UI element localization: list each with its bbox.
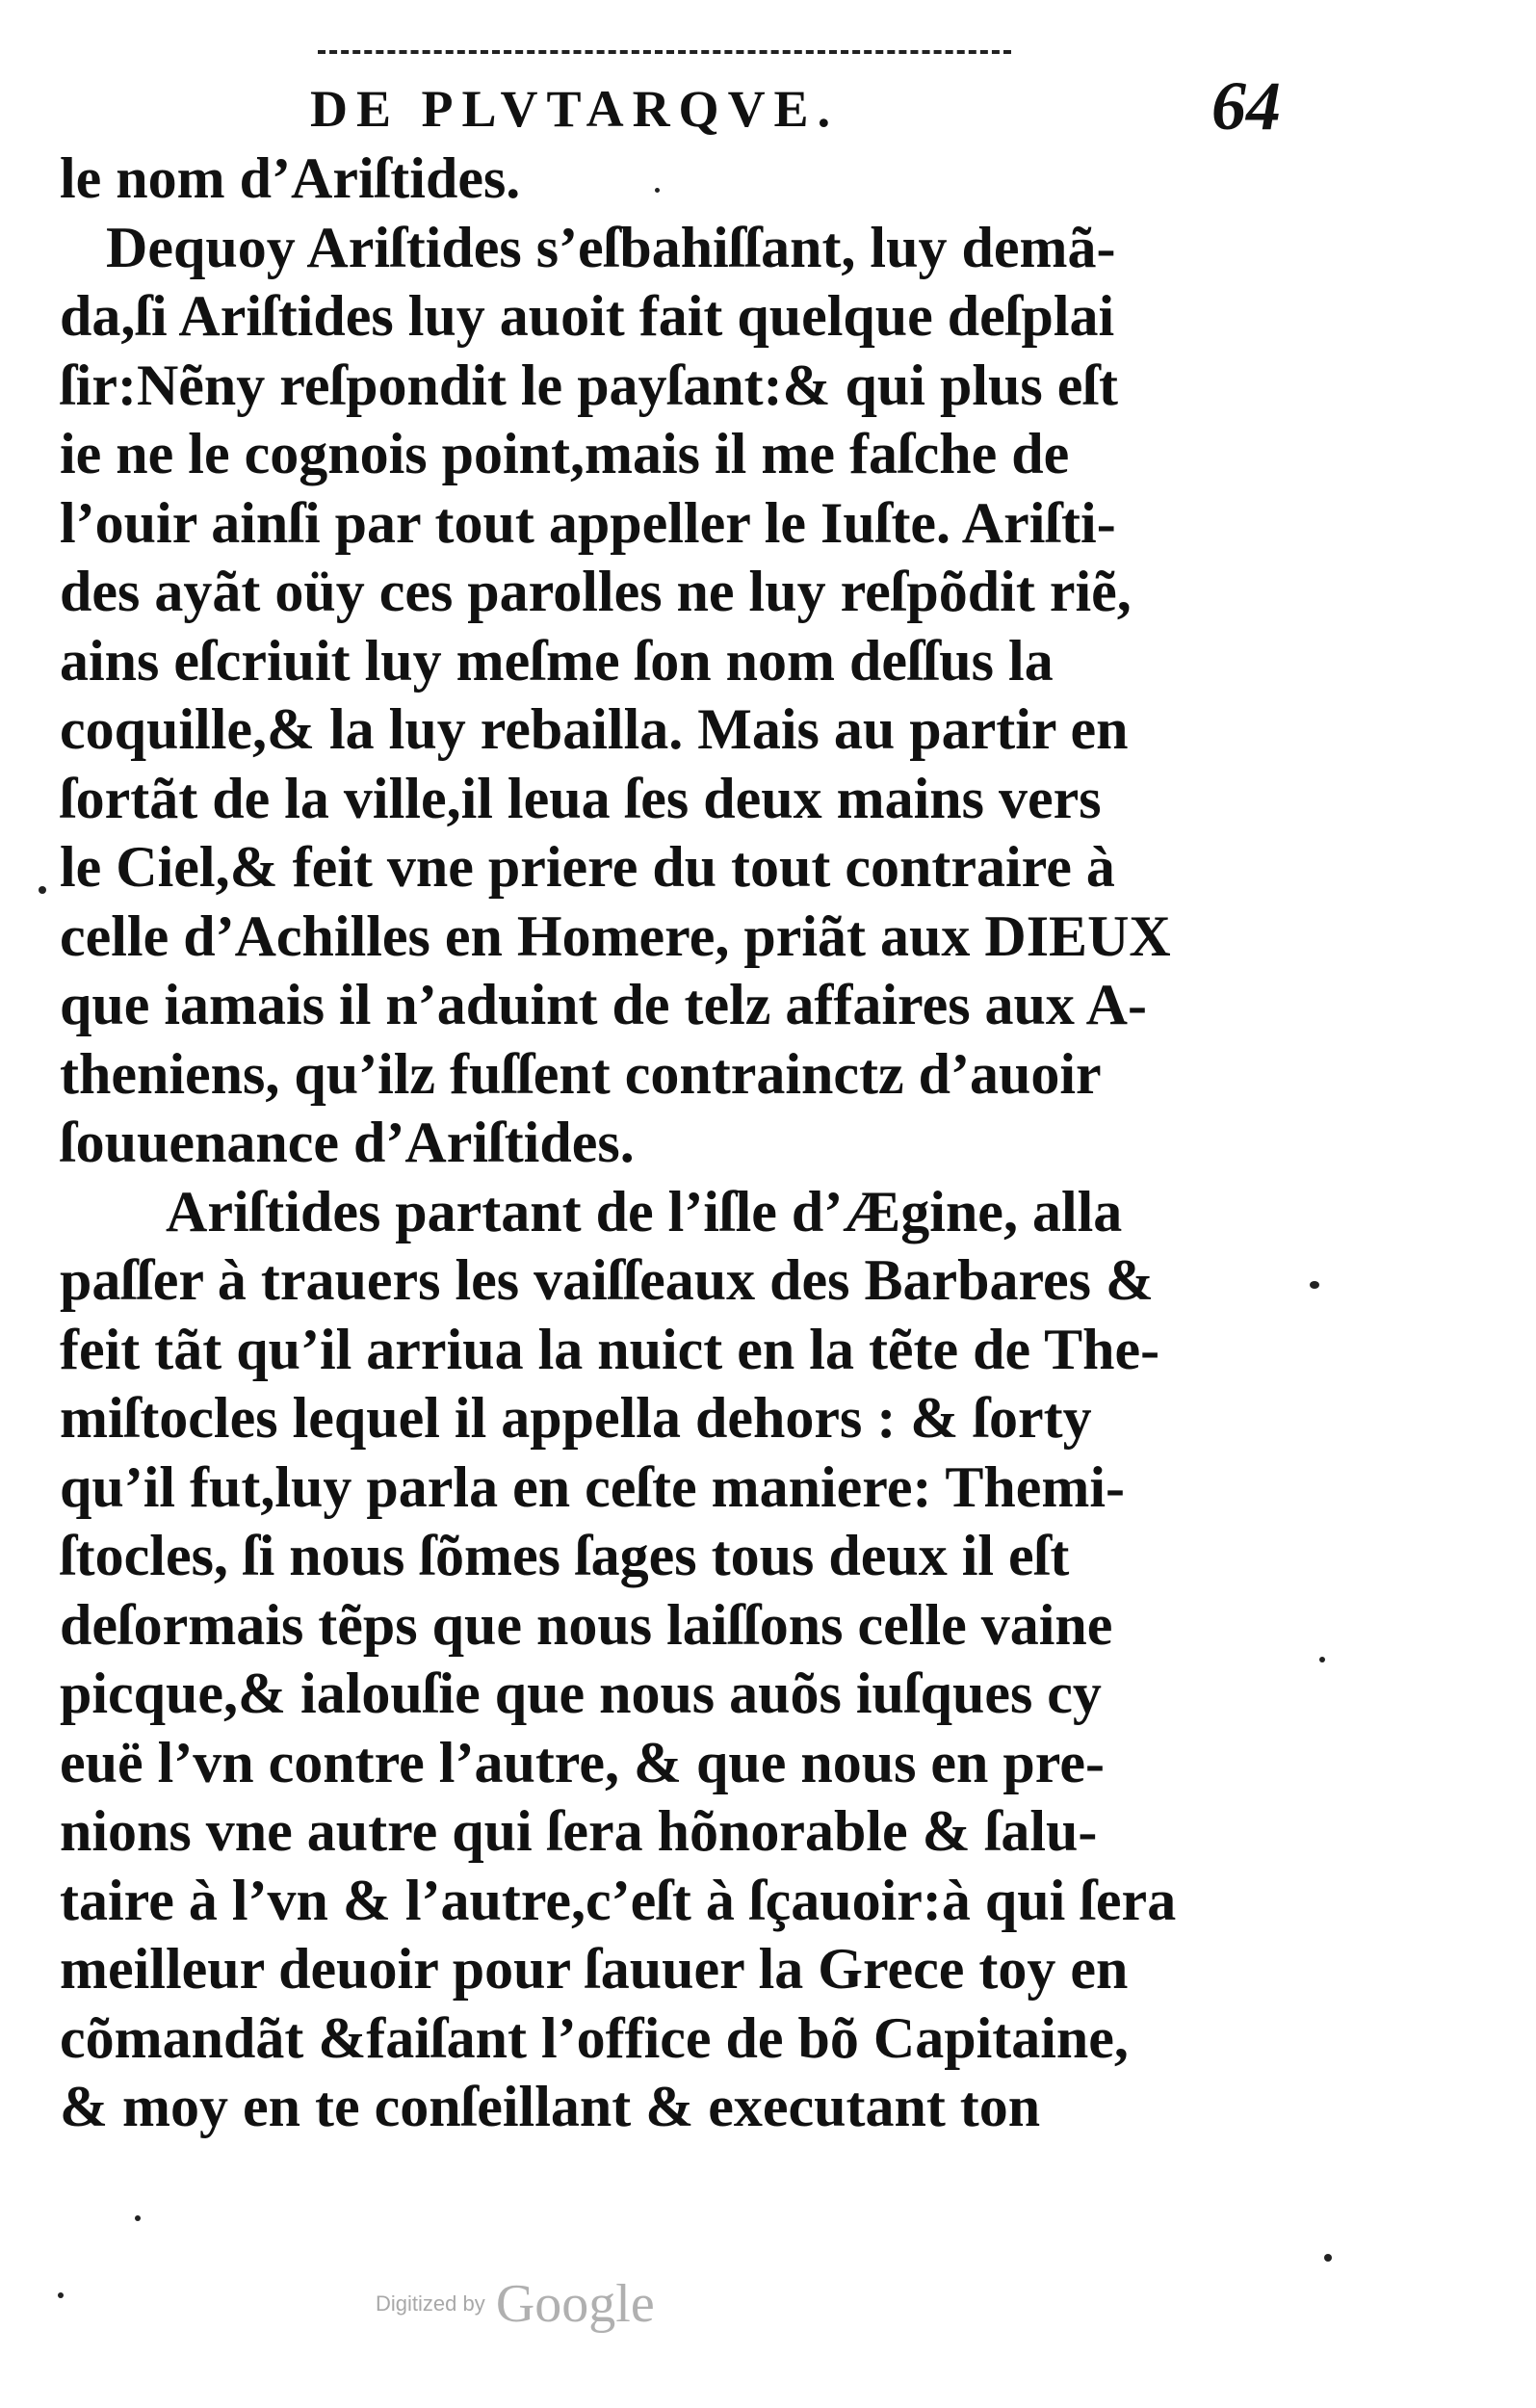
text-line: taire à l’vn & l’autre,c’eſt à ſçauoir:à qui ſera — [60, 1868, 1177, 1932]
scan-speck — [1324, 2254, 1332, 2262]
text-line: ſtocles, ſi nous ſõmes ſages tous deux il eſt — [60, 1524, 1070, 1587]
text-line: deſormais tẽps que nous laiſſons celle vaine — [60, 1592, 1113, 1657]
scan-speck — [1310, 1281, 1319, 1289]
body-text — [60, 144, 1273, 2142]
text-line: l’ouir ainſi par tout appeller le Iuſte. Ariſti- — [60, 490, 1116, 555]
text-line: Dequoy Ariſtides s’eſbahiſſant, luy demã- — [106, 215, 1116, 279]
text-line: Ariſtides partant de l’iſle d’Ægine, alla — [166, 1179, 1123, 1243]
scan-speck — [39, 886, 46, 894]
text-line: euë l’vn contre l’autre, & que nous en pre- — [60, 1730, 1105, 1794]
text-line: theniens, qu’ilz fuſſent contrainctz d’auoir — [60, 1041, 1102, 1106]
google-logo-text: Google — [495, 2274, 655, 2334]
text-line: meilleur deuoir pour ſauuer la Grece toy en — [60, 1937, 1129, 2001]
text-line: qu’il fut,luy parla en ceſte maniere: Themi- — [60, 1454, 1126, 1519]
scan-speck — [1319, 1657, 1325, 1662]
header-rule — [318, 50, 1011, 54]
text-line: paſſer à trauers les vaiſſeaux des Barbares & — [60, 1248, 1155, 1312]
text-line: ie ne le cognois point,mais il me faſche de — [60, 422, 1070, 485]
text-line: celle d’Achilles en Homere, priãt aux DIEUX — [60, 903, 1171, 968]
text-line: & moy en te conſeillant & executant ton — [60, 2075, 1041, 2138]
text-line: coquille,& la luy rebailla. Mais au partir en — [60, 697, 1129, 761]
digitized-by-text: Digitized by — [376, 2291, 485, 2316]
text-line: picque,& ialouſie que nous auõs iuſques cy — [60, 1662, 1102, 1725]
page-header — [299, 67, 1281, 144]
text-line: cõmandãt &faiſant l’office de bõ Capitaine, — [60, 2005, 1129, 2070]
text-line: nions vne autre qui ſera hõnorable & ſalu- — [60, 1799, 1098, 1863]
text-line: ſortãt de la ville,il leua ſes deux mains vers — [60, 766, 1102, 830]
text-line: miſtocles lequel il appella dehors : & ſorty — [60, 1386, 1092, 1450]
text-line: ains eſcriuit luy meſme ſon nom deſſus la — [60, 628, 1054, 693]
text-line: le Ciel,& feit vne priere du tout contraire à — [60, 835, 1115, 899]
text-line: ſir:Nẽny reſpondit le payſant:& qui plus eſt — [60, 353, 1118, 417]
digitized-by-google-watermark — [376, 2273, 722, 2350]
scan-speck — [655, 188, 660, 193]
text-line: le nom d’Ariſtides. — [60, 146, 521, 210]
scan-speck — [135, 2215, 141, 2221]
text-line: des ayãt oüy ces parolles ne luy reſpõdit riẽ, — [60, 560, 1132, 623]
text-line: feit tãt qu’il arriua la nuict en la tẽte de The- — [60, 1317, 1160, 1381]
scan-speck — [58, 2292, 64, 2298]
text-line: que iamais il n’aduint de telz affaires aux A- — [60, 973, 1147, 1036]
text-line: da,ſi Ariſtides luy auoit fait quelque deſplai — [60, 284, 1115, 348]
text-line: ſouuenance d’Ariſtides. — [60, 1111, 635, 1174]
page-number: 64 — [1211, 67, 1281, 144]
running-head: DE PLVTARQVE. — [310, 80, 840, 138]
